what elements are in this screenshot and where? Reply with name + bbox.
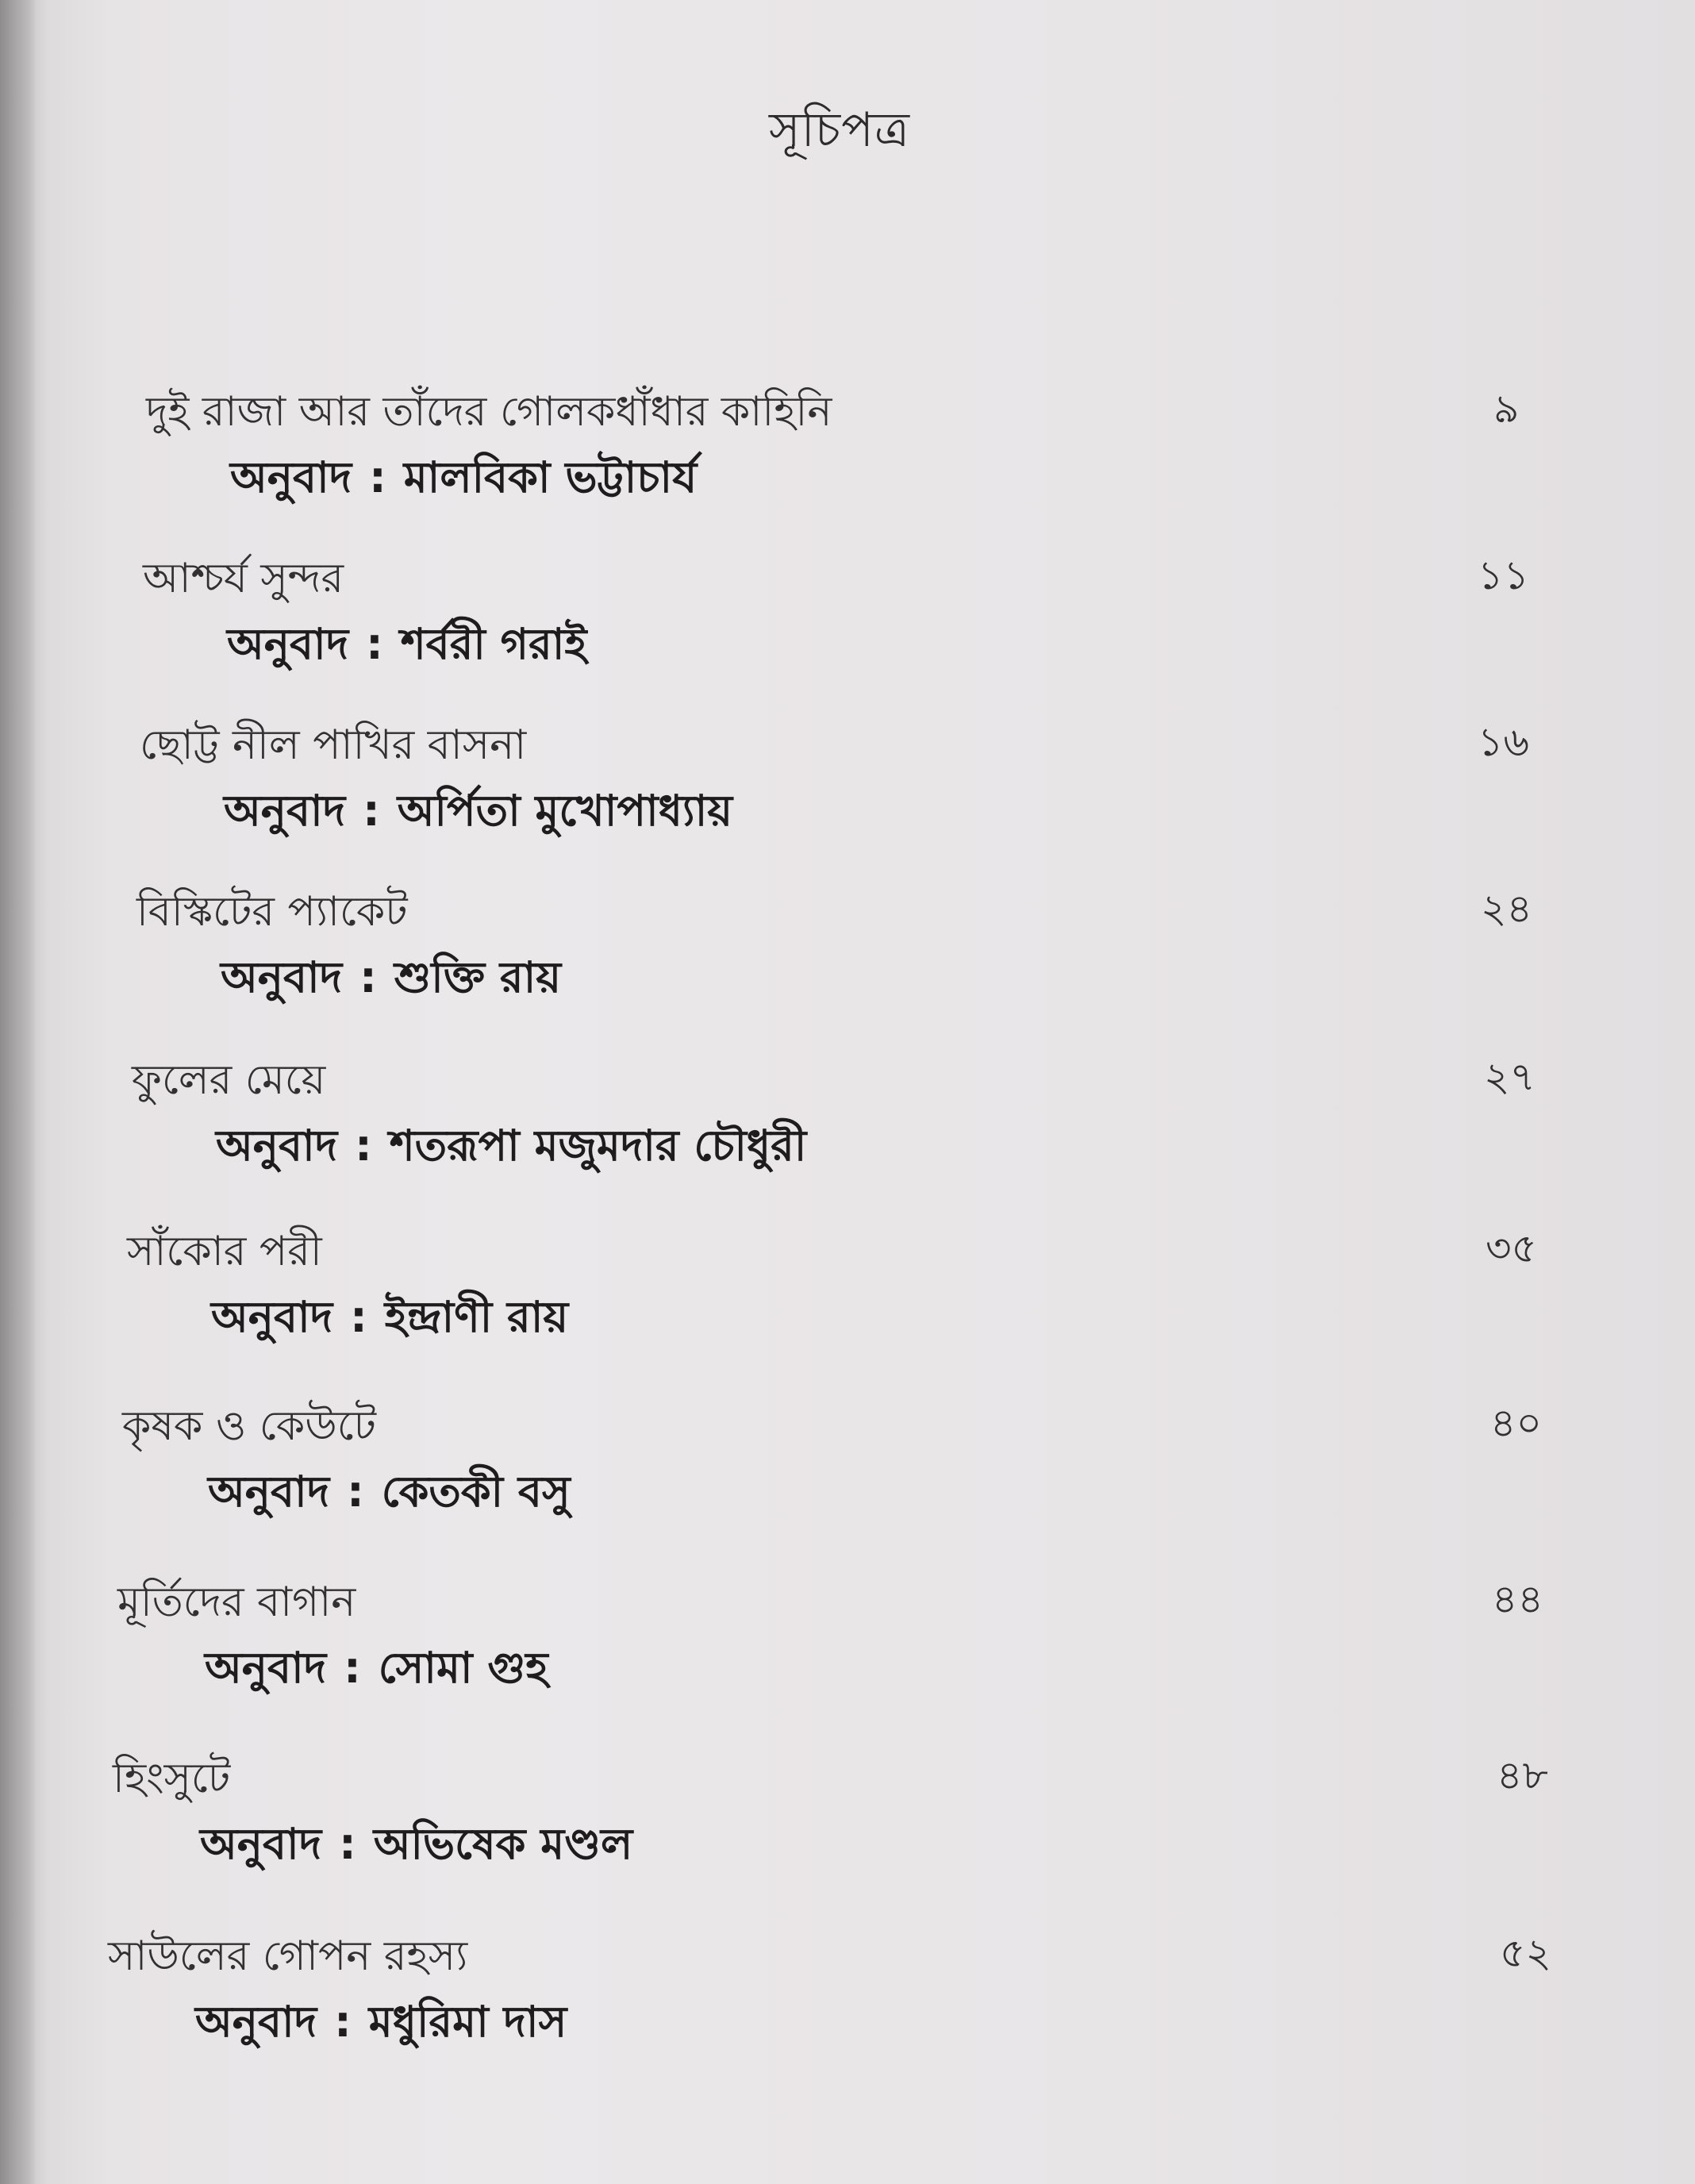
translator-separator: :	[355, 1121, 372, 1171]
entry-page-number: ৩৫	[1486, 1225, 1537, 1271]
entry-translator	[200, 1811, 632, 1882]
entry-page-number: ৪৮	[1497, 1752, 1548, 1798]
toc-entry	[0, 1219, 1695, 1378]
entry-translator	[216, 1113, 806, 1184]
translator-separator: :	[359, 952, 377, 1002]
toc-entry	[0, 713, 1695, 871]
entry-page-number: ১১	[1478, 552, 1529, 598]
translator-label: অনুবাদ	[205, 1643, 327, 1693]
translator-name: ইন্দ্রাণী রায়	[384, 1292, 569, 1342]
entry-page-number: ৪৪	[1492, 1576, 1543, 1622]
entry-title: দুই রাজা আর তাঁদের গোলকধাঁধার কাহিনি	[146, 388, 832, 436]
entry-title: হিংসুটে	[113, 1755, 231, 1802]
translator-label: অনুবাদ	[224, 786, 346, 836]
entry-page-number: ৯	[1493, 386, 1520, 432]
translator-separator: :	[369, 452, 386, 502]
translator-label: অনুবাদ	[211, 1292, 333, 1342]
translator-separator: :	[344, 1643, 361, 1693]
translator-separator: :	[334, 1997, 352, 2047]
toc-entry	[0, 879, 1695, 1038]
entry-title: সাউলের গোপন রহস্য	[108, 1932, 468, 1980]
toc-entry	[0, 1394, 1695, 1552]
entry-translator	[205, 1635, 548, 1706]
page-title: সূচিপত্র	[769, 102, 910, 158]
entry-title: ফুলের মেয়ে	[132, 1056, 326, 1104]
translator-label: অনুবাদ	[208, 1467, 330, 1517]
translator-separator: :	[366, 619, 383, 669]
entry-title: বিস্কিটের প্যাকেট	[136, 888, 408, 936]
translator-name: শুক্তি রায়	[394, 952, 562, 1002]
translator-name: সোমা গুহ	[378, 1643, 548, 1693]
toc-entry	[0, 1570, 1695, 1728]
toc-entry	[0, 1746, 1695, 1905]
translator-name: শতরূপা মজুমদার চৌধুরী	[389, 1121, 807, 1171]
translator-label: অনুবাদ	[221, 952, 343, 1002]
toc-entry	[0, 1924, 1695, 2082]
entry-translator	[224, 778, 732, 849]
entry-page-number: ২৪	[1481, 886, 1532, 932]
translator-label: অনুবাদ	[216, 1121, 338, 1171]
toc-entry	[0, 546, 1695, 705]
translator-name: মালবিকা ভট্টাচার্য	[403, 452, 698, 502]
entry-title: কৃষক ও কেউটে	[122, 1402, 376, 1450]
entry-translator	[221, 944, 561, 1016]
entry-translator	[195, 1989, 567, 2060]
entry-title: মূর্তিদের বাগান	[117, 1578, 356, 1626]
entry-translator	[208, 1459, 571, 1530]
entry-title: আশ্চর্য সুন্দর	[143, 555, 344, 602]
translator-separator: :	[339, 1819, 356, 1869]
entry-title: ছোট্ট নীল পাখির বাসনা	[140, 721, 527, 769]
translator-label: অনুবাদ	[230, 452, 352, 502]
entry-translator	[211, 1284, 568, 1355]
entry-page-number: ৫২	[1500, 1930, 1551, 1976]
translator-name: কেতকী বসু	[381, 1467, 571, 1517]
translator-label: অনুবাদ	[227, 619, 349, 669]
entry-translator	[227, 611, 587, 682]
entry-translator	[230, 444, 697, 516]
entry-title: সাঁকোর পরী	[127, 1228, 322, 1275]
toc-entry	[0, 1048, 1695, 1206]
translator-name: মধুরিমা দাস	[368, 1997, 567, 2047]
translator-name: শর্বরী গরাই	[400, 619, 587, 669]
toc-entry	[0, 379, 1695, 538]
entry-page-number: ২৭	[1484, 1054, 1536, 1100]
entry-page-number: ৪০	[1490, 1400, 1542, 1446]
entry-page-number: ১৬	[1478, 719, 1529, 765]
translator-label: অনুবাদ	[195, 1997, 317, 2047]
translator-separator: :	[363, 786, 380, 836]
translator-separator: :	[347, 1467, 364, 1517]
translator-name: অভিষেক মণ্ডল	[373, 1819, 633, 1869]
translator-name: অর্পিতা মুখোপাধ্যায়	[397, 786, 733, 836]
translator-label: অনুবাদ	[200, 1819, 322, 1869]
translator-separator: :	[350, 1292, 367, 1342]
